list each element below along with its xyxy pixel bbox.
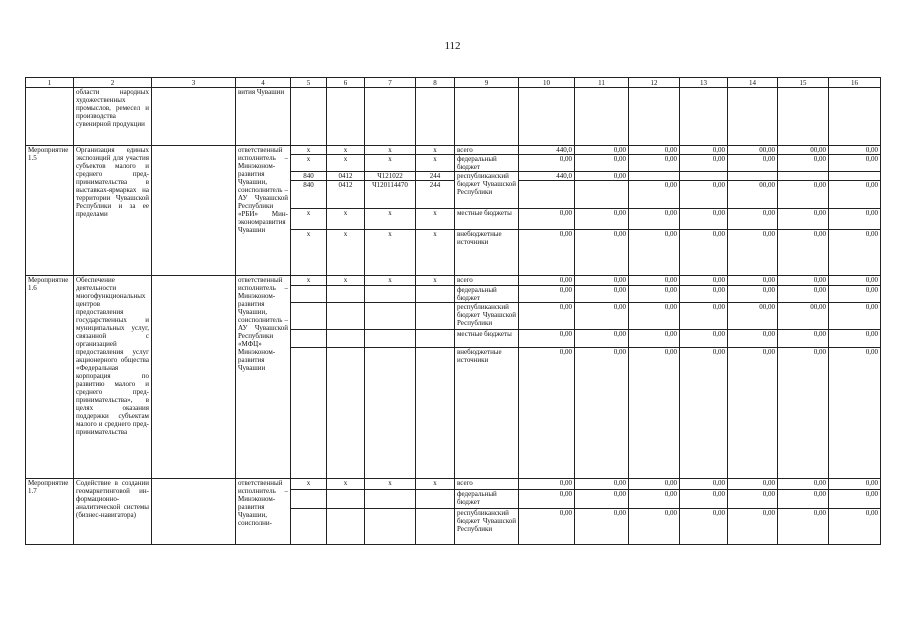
empty-cell (152, 276, 236, 479)
code-cell: 244 (416, 181, 455, 209)
code-cell (416, 509, 455, 545)
code-cell: 244 (416, 172, 455, 181)
empty-cell (152, 146, 236, 276)
activity-id: Мероприятие 1.7 (26, 479, 74, 545)
header-cell: 4 (236, 78, 291, 88)
header-cell: 7 (365, 78, 416, 88)
amount-cell: 0,00 (728, 276, 778, 286)
header-cell: 12 (629, 78, 680, 88)
amount-cell: 0,00 (629, 348, 680, 479)
amount-cell: 0,00 (728, 479, 778, 490)
header-cell: 1 (26, 78, 74, 88)
code-cell (416, 303, 455, 330)
amount-cell: 0,00 (519, 348, 575, 479)
amount-cell (519, 181, 575, 209)
amount-cell: 0,00 (829, 330, 881, 348)
funding-source: республиканский бюджет Чувашской Республики (455, 172, 519, 209)
amount-cell: 0,00 (680, 276, 728, 286)
amount-cell: 0,00 (575, 303, 629, 330)
activity-id: Мероприятие 1.5 (26, 146, 74, 276)
code-cell (291, 490, 327, 509)
amount-cell: 440,0 (519, 146, 575, 155)
amount-cell: 0,00 (519, 330, 575, 348)
amount-cell: 0,00 (575, 490, 629, 509)
funding-source: федеральный бюджет (455, 155, 519, 172)
code-cell: x (291, 230, 327, 276)
code-cell: x (291, 146, 327, 155)
amount-cell (778, 172, 829, 181)
amount-cell: 0,00 (519, 479, 575, 490)
amount-cell: 0,00 (728, 509, 778, 545)
amount-cell: 0,00 (680, 230, 728, 276)
continuation-row (26, 88, 881, 146)
amount-cell: 0,00 (680, 209, 728, 230)
code-cell (327, 303, 365, 330)
budget-table (25, 77, 881, 545)
amount-cell: 0,00 (519, 303, 575, 330)
page-number: 112 (444, 40, 461, 52)
amount-cell (829, 172, 881, 181)
amount-cell: 440,0 (519, 172, 575, 181)
code-cell: x (327, 155, 365, 172)
amount-cell: 0,00 (519, 490, 575, 509)
code-cell: x (416, 230, 455, 276)
funding-source: федеральный бюджет (455, 490, 519, 509)
header-cell: 8 (416, 78, 455, 88)
header-cell: 3 (152, 78, 236, 88)
amount-cell: 0,00 (829, 509, 881, 545)
code-cell (365, 286, 416, 303)
funding-source: внебюджетные источники (455, 230, 519, 276)
code-cell: 840 (291, 181, 327, 209)
code-cell: Ч120114470 (365, 181, 416, 209)
header-cell: 5 (291, 78, 327, 88)
amount-cell: 0,00 (728, 330, 778, 348)
activity-title: Содействие в создании геомаркетинговой информационно-аналитической системы (бизнес-навигатора) (74, 479, 152, 545)
amount-cell: 0,00 (778, 348, 829, 479)
header-row (26, 78, 881, 88)
header-cell: 15 (778, 78, 829, 88)
amount-cell: 0,00 (519, 230, 575, 276)
amount-cell: 0,00 (829, 146, 881, 155)
amount-cell: 0,00 (829, 479, 881, 490)
code-cell (327, 286, 365, 303)
amount-cell: 0,00 (575, 509, 629, 545)
amount-cell: 0,00 (575, 146, 629, 155)
code-cell: x (365, 276, 416, 286)
amount-cell: 0,00 (575, 276, 629, 286)
code-cell (291, 330, 327, 348)
code-cell: x (416, 479, 455, 490)
amount-cell: 0,00 (778, 479, 829, 490)
activity-id: Мероприятие 1.6 (26, 276, 74, 479)
code-cell (291, 509, 327, 545)
amount-cell: 0,00 (519, 286, 575, 303)
code-cell: x (416, 146, 455, 155)
amount-cell: 0,00 (778, 155, 829, 172)
amount-cell: 0,00 (728, 209, 778, 230)
amount-cell: 0,00 (829, 286, 881, 303)
responsible-executor: ответственный исполнитель – Минэкономразвития Чувашии, соисполнитель – АУ Чувашской Республики «РБИ» Минэкономразвития Чувашии (236, 146, 291, 276)
amount-cell: 0,00 (778, 230, 829, 276)
code-cell: x (365, 146, 416, 155)
amount-cell: 00,00 (778, 303, 829, 330)
code-cell (291, 286, 327, 303)
code-cell (365, 348, 416, 479)
amount-cell: 0,00 (575, 209, 629, 230)
header-cell: 2 (74, 78, 152, 88)
amount-cell: 0,00 (629, 209, 680, 230)
funding-source: внебюджетные источники (455, 348, 519, 479)
amount-cell: 0,00 (829, 155, 881, 172)
amount-cell: 0,00 (629, 146, 680, 155)
code-cell (327, 490, 365, 509)
header-cell: 6 (327, 78, 365, 88)
funding-source: республиканский бюджет Чувашской Республики (455, 303, 519, 330)
amount-cell: 0,00 (829, 181, 881, 209)
code-cell: x (416, 276, 455, 286)
amount-cell: 0,00 (575, 230, 629, 276)
amount-cell: 00,00 (778, 146, 829, 155)
header-cell: 14 (728, 78, 778, 88)
amount-cell: 0,00 (680, 181, 728, 209)
activity-title: Обеспечение деятельности многофункциональных центров предоставления государственных и муниципальных услуг, связанной с организацией предоставления услуг акционерного общества «Федеральная корпорация по развитию малого и среднего предпринимательства», в целях оказания поддержки субъектам малого и среднего предпринимательства (74, 276, 152, 479)
code-cell: x (327, 209, 365, 230)
code-cell (291, 303, 327, 330)
amount-cell: 0,00 (728, 348, 778, 479)
code-cell: x (291, 479, 327, 490)
table-row (26, 146, 881, 155)
amount-cell: 0,00 (575, 155, 629, 172)
table-body (26, 78, 881, 545)
amount-cell: 0,00 (680, 146, 728, 155)
amount-cell: 0,00 (629, 509, 680, 545)
amount-cell: 00,00 (728, 181, 778, 209)
amount-cell: 0,00 (728, 155, 778, 172)
header-cell: 16 (829, 78, 881, 88)
code-cell: 840 (291, 172, 327, 181)
code-cell (416, 348, 455, 479)
amount-cell: 0,00 (778, 330, 829, 348)
amount-cell: 0,00 (519, 155, 575, 172)
table-row (26, 276, 881, 286)
amount-cell: 0,00 (629, 479, 680, 490)
amount-cell: 0,00 (575, 348, 629, 479)
code-cell: Ч121022 (365, 172, 416, 181)
code-cell: x (327, 146, 365, 155)
header-cell: 9 (455, 78, 519, 88)
responsible-executor: ответственный исполнитель – Минэкономразвития Чувашии, соисполнитель – АУ Чувашской Республики «МФЦ» Минэкономразвития Чувашии (236, 276, 291, 479)
activity-title: Организация единых экспозиций для участия субъектов малого и среднего предпринимательства в выставках-ярмарках на территории Чувашской Республики и за ее пределами (74, 146, 152, 276)
responsible-executor: ответственный исполнитель – Минэкономразвития Чувашии, соисполни- (236, 479, 291, 545)
amount-cell: 0,00 (680, 155, 728, 172)
amount-cell: 0,00 (575, 330, 629, 348)
code-cell (327, 330, 365, 348)
amount-cell: 0,00 (575, 479, 629, 490)
code-cell: x (327, 479, 365, 490)
amount-cell: 0,00 (575, 172, 629, 181)
amount-cell: 0,00 (519, 276, 575, 286)
amount-cell: 00,00 (728, 146, 778, 155)
amount-cell: 0,00 (778, 286, 829, 303)
amount-cell: 0,00 (629, 181, 680, 209)
amount-cell: 0,00 (829, 276, 881, 286)
amount-cell: 0,00 (680, 490, 728, 509)
code-cell (365, 490, 416, 509)
amount-cell: 0,00 (519, 209, 575, 230)
amount-cell (680, 172, 728, 181)
amount-cell: 0,00 (778, 509, 829, 545)
amount-cell: 0,00 (629, 330, 680, 348)
amount-cell: 0,00 (728, 286, 778, 303)
amount-cell (575, 181, 629, 209)
continued-responsible-text: вития Чувашии (236, 88, 291, 146)
amount-cell: 0,00 (680, 330, 728, 348)
amount-cell: 0,00 (829, 303, 881, 330)
amount-cell: 0,00 (680, 348, 728, 479)
code-cell (365, 303, 416, 330)
amount-cell: 0,00 (778, 209, 829, 230)
code-cell (365, 330, 416, 348)
amount-cell: 0,00 (519, 509, 575, 545)
amount-cell: 0,00 (629, 230, 680, 276)
amount-cell: 0,00 (778, 181, 829, 209)
amount-cell: 0,00 (728, 490, 778, 509)
amount-cell: 0,00 (680, 509, 728, 545)
header-cell: 13 (680, 78, 728, 88)
code-cell (327, 509, 365, 545)
code-cell (365, 509, 416, 545)
code-cell: x (416, 209, 455, 230)
amount-cell: 0,00 (680, 479, 728, 490)
code-cell (327, 348, 365, 479)
amount-cell: 0,00 (629, 490, 680, 509)
code-cell (416, 286, 455, 303)
code-cell: 0412 (327, 181, 365, 209)
amount-cell: 0,00 (829, 230, 881, 276)
code-cell: x (327, 276, 365, 286)
amount-cell: 00,00 (728, 303, 778, 330)
amount-cell: 0,00 (629, 286, 680, 303)
amount-cell: 0,00 (778, 276, 829, 286)
table-row (26, 479, 881, 490)
code-cell: x (291, 276, 327, 286)
amount-cell: 0,00 (728, 230, 778, 276)
header-cell: 10 (519, 78, 575, 88)
amount-cell: 0,00 (629, 155, 680, 172)
continued-activity-text: области народных художественных промыслов, ремесел и производства сувенирной продукции (74, 88, 152, 146)
header-cell: 11 (575, 78, 629, 88)
code-cell: x (365, 479, 416, 490)
funding-source: всего (455, 276, 519, 286)
code-cell (416, 330, 455, 348)
empty-cell (152, 479, 236, 545)
amount-cell (629, 172, 680, 181)
funding-source: республиканский бюджет Чувашской Республики (455, 509, 519, 545)
amount-cell: 0,00 (829, 209, 881, 230)
amount-cell: 0,00 (575, 286, 629, 303)
code-cell: x (291, 209, 327, 230)
code-cell: x (291, 155, 327, 172)
amount-cell: 0,00 (629, 276, 680, 286)
funding-source: местные бюджеты (455, 330, 519, 348)
amount-cell: 0,00 (829, 490, 881, 509)
amount-cell: 0,00 (680, 286, 728, 303)
funding-source: всего (455, 146, 519, 155)
amount-cell: 0,00 (629, 303, 680, 330)
code-cell: x (365, 155, 416, 172)
code-cell: x (365, 230, 416, 276)
amount-cell: 0,00 (829, 348, 881, 479)
funding-source: местные бюджеты (455, 209, 519, 230)
code-cell (291, 348, 327, 479)
code-cell: x (327, 230, 365, 276)
funding-source: федеральный бюджет (455, 286, 519, 303)
amount-cell: 0,00 (778, 490, 829, 509)
amount-cell (728, 172, 778, 181)
code-cell: 0412 (327, 172, 365, 181)
code-cell (416, 490, 455, 509)
code-cell: x (416, 155, 455, 172)
code-cell: x (365, 209, 416, 230)
amount-cell: 0,00 (680, 303, 728, 330)
funding-source: всего (455, 479, 519, 490)
